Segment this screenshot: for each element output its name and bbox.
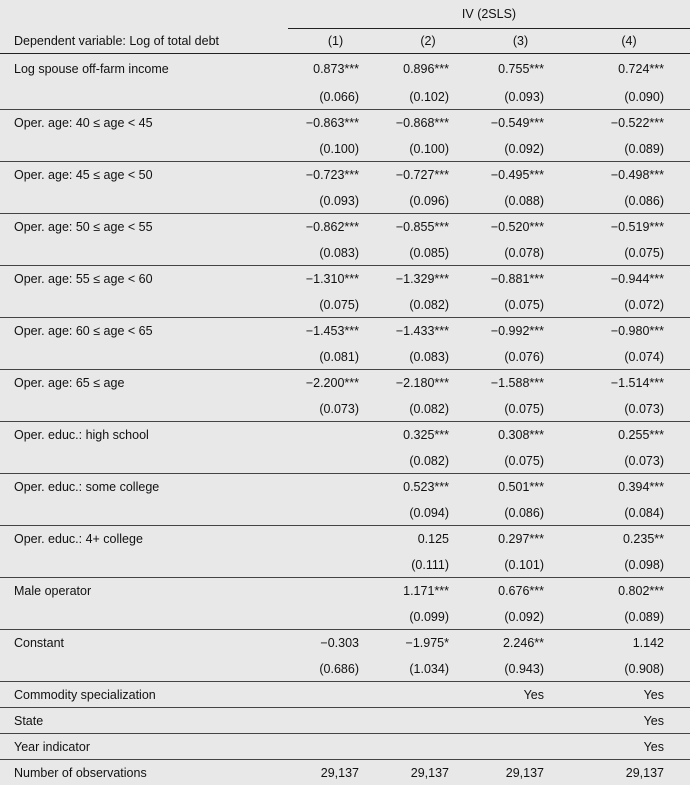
coefficient-cell: −0.881*** bbox=[490, 272, 544, 286]
coefficient-cell: 0.676*** bbox=[498, 584, 544, 598]
column-header-1: (1) bbox=[288, 29, 383, 54]
coefficient-cell: −0.855*** bbox=[395, 220, 449, 234]
table-row bbox=[0, 110, 690, 137]
standard-error-cell: (0.100) bbox=[288, 136, 383, 162]
standard-error-cell: (0.096) bbox=[383, 188, 473, 214]
coefficient-cell: −1.588*** bbox=[490, 376, 544, 390]
coefficient-cell: −0.863*** bbox=[305, 116, 359, 130]
coefficient-cell: 0.297*** bbox=[498, 532, 544, 546]
coefficient-cell: −0.519*** bbox=[610, 220, 664, 234]
coefficient-cell: −0.944*** bbox=[610, 272, 664, 286]
coefficient-cell: −0.549*** bbox=[490, 116, 544, 130]
row-label-spacer bbox=[0, 500, 288, 526]
table-row bbox=[0, 474, 690, 501]
coefficient-cell: −0.522*** bbox=[610, 116, 664, 130]
table-row bbox=[0, 54, 690, 85]
standard-error-cell: (0.074) bbox=[568, 344, 690, 370]
standard-error-cell: (0.089) bbox=[568, 604, 690, 630]
standard-error-cell: (0.075) bbox=[288, 292, 383, 318]
coefficient-cell: 0.873*** bbox=[313, 62, 359, 76]
column-header-3: (3) bbox=[473, 29, 568, 54]
column-header-2: (2) bbox=[383, 29, 473, 54]
table-row-standard-errors bbox=[0, 240, 690, 266]
coefficient-cell: −0.520*** bbox=[490, 220, 544, 234]
coefficient-cell: −0.992*** bbox=[490, 324, 544, 338]
row-label-spacer bbox=[0, 292, 288, 318]
standard-error-cell: (0.090) bbox=[568, 84, 690, 110]
table-row bbox=[0, 162, 690, 189]
standard-error-cell: (1.034) bbox=[383, 656, 473, 682]
table-row-standard-errors bbox=[0, 604, 690, 630]
standard-error-cell: (0.072) bbox=[568, 292, 690, 318]
standard-error-cell: (0.082) bbox=[383, 448, 473, 474]
indicator-value: 29,137 bbox=[410, 765, 449, 780]
coefficient-cell: −1.453*** bbox=[305, 324, 359, 338]
indicator-value bbox=[383, 682, 473, 708]
coefficient-cell: 0.802*** bbox=[618, 584, 664, 598]
coefficient-cell: −0.303 bbox=[320, 636, 359, 650]
indicator-label: Commodity specialization bbox=[0, 682, 288, 708]
row-label: Oper. age: 50 ≤ age < 55 bbox=[14, 220, 153, 234]
coefficient-cell bbox=[288, 578, 383, 605]
standard-error-cell: (0.943) bbox=[473, 656, 568, 682]
indicator-row bbox=[0, 734, 690, 760]
indicator-value: 29,137 bbox=[505, 765, 544, 780]
indicator-value: Yes bbox=[568, 734, 690, 760]
standard-error-cell: (0.075) bbox=[473, 396, 568, 422]
coefficient-cell bbox=[288, 474, 383, 501]
coefficient-cell: 0.255*** bbox=[618, 428, 664, 442]
coefficient-cell: 0.125 bbox=[417, 532, 449, 546]
standard-error-cell: (0.100) bbox=[383, 136, 473, 162]
indicator-label: Number of observations bbox=[14, 765, 147, 780]
coefficient-cell: −0.495*** bbox=[490, 168, 544, 182]
row-label: Oper. age: 60 ≤ age < 65 bbox=[14, 324, 153, 338]
standard-error-cell: (0.093) bbox=[473, 84, 568, 110]
table-row-standard-errors bbox=[0, 136, 690, 162]
standard-error-cell bbox=[288, 500, 383, 526]
row-label-spacer bbox=[0, 656, 288, 682]
table-row-standard-errors bbox=[0, 656, 690, 682]
standard-error-cell: (0.085) bbox=[383, 240, 473, 266]
indicator-row bbox=[0, 682, 690, 708]
indicator-value: 29,137 bbox=[320, 765, 359, 780]
row-label-spacer bbox=[0, 604, 288, 630]
standard-error-cell: (0.076) bbox=[473, 344, 568, 370]
coefficient-cell: −1.975* bbox=[405, 636, 449, 650]
table-row bbox=[0, 318, 690, 345]
table-row bbox=[0, 214, 690, 241]
coefficient-cell: −0.727*** bbox=[395, 168, 449, 182]
standard-error-cell: (0.098) bbox=[568, 552, 690, 578]
row-label: Oper. age: 45 ≤ age < 50 bbox=[14, 168, 153, 182]
coefficient-cell: −1.329*** bbox=[395, 272, 449, 286]
standard-error-cell: (0.073) bbox=[568, 396, 690, 422]
standard-error-cell: (0.101) bbox=[473, 552, 568, 578]
row-label-spacer bbox=[0, 136, 288, 162]
row-label: Male operator bbox=[14, 584, 92, 598]
coefficient-cell: 0.755*** bbox=[498, 62, 544, 76]
standard-error-cell: (0.086) bbox=[568, 188, 690, 214]
coefficient-cell: −1.433*** bbox=[395, 324, 449, 338]
table-row bbox=[0, 578, 690, 605]
row-label-spacer bbox=[0, 344, 288, 370]
indicator-value bbox=[288, 734, 383, 760]
iv-2sls-span-header: IV (2SLS) bbox=[288, 0, 690, 29]
indicator-value bbox=[383, 708, 473, 734]
standard-error-cell: (0.078) bbox=[473, 240, 568, 266]
row-label-spacer bbox=[0, 240, 288, 266]
standard-error-cell: (0.075) bbox=[568, 240, 690, 266]
indicator-value: 29,137 bbox=[625, 765, 664, 780]
standard-error-cell: (0.089) bbox=[568, 136, 690, 162]
table-row-standard-errors bbox=[0, 396, 690, 422]
standard-error-cell: (0.099) bbox=[383, 604, 473, 630]
standard-error-cell: (0.908) bbox=[568, 656, 690, 682]
table-row-standard-errors bbox=[0, 500, 690, 526]
standard-error-cell bbox=[288, 448, 383, 474]
coefficient-cell: 1.142 bbox=[632, 636, 664, 650]
coefficient-cell: 0.235** bbox=[622, 532, 664, 546]
indicator-value: Yes bbox=[568, 682, 690, 708]
standard-error-cell: (0.075) bbox=[473, 292, 568, 318]
indicator-value: Yes bbox=[568, 708, 690, 734]
row-label-spacer bbox=[0, 552, 288, 578]
coefficient-cell: 2.246** bbox=[502, 636, 544, 650]
row-label-spacer bbox=[0, 188, 288, 214]
coefficient-cell: 0.325*** bbox=[403, 428, 449, 442]
standard-error-cell bbox=[288, 552, 383, 578]
standard-error-cell bbox=[288, 604, 383, 630]
standard-error-cell: (0.093) bbox=[288, 188, 383, 214]
column-header-4: (4) bbox=[568, 29, 690, 54]
standard-error-cell: (0.088) bbox=[473, 188, 568, 214]
coefficient-cell: −0.868*** bbox=[395, 116, 449, 130]
coefficient-cell: 0.308*** bbox=[498, 428, 544, 442]
standard-error-cell: (0.083) bbox=[383, 344, 473, 370]
header-row-columns bbox=[0, 29, 690, 54]
table-row-standard-errors bbox=[0, 552, 690, 578]
coefficient-cell: 1.171*** bbox=[403, 584, 449, 598]
table-row bbox=[0, 422, 690, 449]
indicator-label: State bbox=[0, 708, 288, 734]
table-row-standard-errors bbox=[0, 344, 690, 370]
table-row-standard-errors bbox=[0, 84, 690, 110]
coefficient-cell: −2.180*** bbox=[395, 376, 449, 390]
standard-error-cell: (0.086) bbox=[473, 500, 568, 526]
standard-error-cell: (0.083) bbox=[288, 240, 383, 266]
row-label: Oper. age: 40 ≤ age < 45 bbox=[14, 116, 153, 130]
standard-error-cell: (0.111) bbox=[383, 552, 473, 578]
standard-error-cell: (0.075) bbox=[473, 448, 568, 474]
indicator-row bbox=[0, 708, 690, 734]
header-row-span bbox=[0, 0, 690, 29]
indicator-value: Yes bbox=[473, 682, 568, 708]
table-row-standard-errors bbox=[0, 448, 690, 474]
row-label: Oper. age: 65 ≤ age bbox=[14, 376, 125, 390]
table-row-standard-errors bbox=[0, 292, 690, 318]
dependent-variable-label: Dependent variable: Log of total debt bbox=[0, 29, 288, 54]
row-label-spacer bbox=[0, 396, 288, 422]
table-row bbox=[0, 526, 690, 553]
table-row bbox=[0, 266, 690, 293]
coefficient-cell: 0.394*** bbox=[618, 480, 664, 494]
standard-error-cell: (0.082) bbox=[383, 292, 473, 318]
row-label: Oper. educ.: some college bbox=[14, 480, 160, 494]
coefficient-cell: −0.723*** bbox=[305, 168, 359, 182]
coefficient-cell: −1.310*** bbox=[305, 272, 359, 286]
table-row bbox=[0, 370, 690, 397]
coefficient-cell bbox=[288, 526, 383, 553]
standard-error-cell: (0.102) bbox=[383, 84, 473, 110]
coefficient-cell: −0.862*** bbox=[305, 220, 359, 234]
row-label: Log spouse off-farm income bbox=[14, 62, 169, 76]
standard-error-cell: (0.082) bbox=[383, 396, 473, 422]
coefficient-cell: −2.200*** bbox=[305, 376, 359, 390]
standard-error-cell: (0.073) bbox=[568, 448, 690, 474]
row-label-spacer bbox=[0, 448, 288, 474]
indicator-value bbox=[473, 708, 568, 734]
standard-error-cell: (0.092) bbox=[473, 136, 568, 162]
coefficient-cell bbox=[288, 422, 383, 449]
row-label: Oper. educ.: 4+ college bbox=[14, 532, 143, 546]
coefficient-cell: −0.498*** bbox=[610, 168, 664, 182]
coefficient-cell: 0.501*** bbox=[498, 480, 544, 494]
standard-error-cell: (0.084) bbox=[568, 500, 690, 526]
coefficient-cell: −0.980*** bbox=[610, 324, 664, 338]
standard-error-cell: (0.073) bbox=[288, 396, 383, 422]
row-label-spacer bbox=[0, 84, 288, 110]
row-label: Oper. educ.: high school bbox=[14, 428, 149, 442]
coefficient-cell: 0.523*** bbox=[403, 480, 449, 494]
indicator-value bbox=[288, 708, 383, 734]
standard-error-cell: (0.066) bbox=[288, 84, 383, 110]
standard-error-cell: (0.092) bbox=[473, 604, 568, 630]
coefficient-cell: −1.514*** bbox=[610, 376, 664, 390]
table-row bbox=[0, 630, 690, 657]
standard-error-cell: (0.094) bbox=[383, 500, 473, 526]
standard-error-cell: (0.081) bbox=[288, 344, 383, 370]
indicator-row bbox=[0, 760, 690, 785]
row-label: Constant bbox=[14, 636, 65, 650]
table-row-standard-errors bbox=[0, 188, 690, 214]
coefficient-cell: 0.896*** bbox=[403, 62, 449, 76]
indicator-value bbox=[288, 682, 383, 708]
indicator-label: Year indicator bbox=[0, 734, 288, 760]
standard-error-cell: (0.686) bbox=[288, 656, 383, 682]
row-label: Oper. age: 55 ≤ age < 60 bbox=[14, 272, 153, 286]
indicator-value bbox=[383, 734, 473, 760]
coefficient-cell: 0.724*** bbox=[618, 62, 664, 76]
indicator-value bbox=[473, 734, 568, 760]
